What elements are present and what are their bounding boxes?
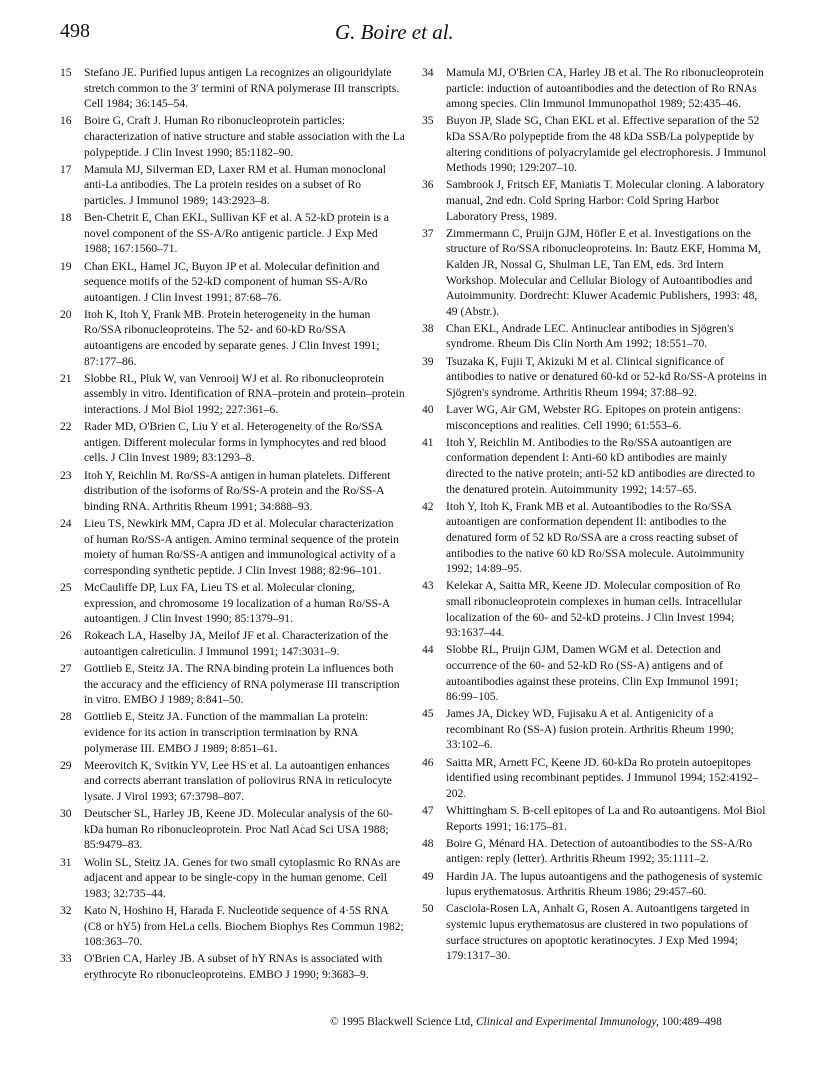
reference-number: 33 <box>60 952 72 966</box>
reference-text: Rokeach LA, Haselby JA, Meilof JF et al. Characterization of the autoantigen calreticulin. J Immunol 1991; 147:3031–9. <box>84 629 389 658</box>
reference-number: 49 <box>422 869 434 883</box>
reference-item <box>60 758 405 805</box>
page-header <box>60 20 760 50</box>
reference-number: 23 <box>60 468 72 482</box>
reference-text: Itoh K, Itoh Y, Frank MB. Protein heterogeneity in the human Ro/SSA ribonucleoproteins. The 52- and 60-kD Ro/SSA autoantigens are encoded by separate genes. J Clin Invest 1991; 87:177–86. <box>84 307 380 368</box>
reference-item <box>422 642 767 704</box>
reference-item <box>422 321 767 352</box>
reference-text: McCauliffe DP, Lux FA, Lieu TS et al. Molecular cloning, expression, and chromosome 19 localization of a human Ro/SS-A autoantigen. J Clin Invest 1990; 85:1379–91. <box>84 580 390 626</box>
reference-text: Tsuzaka K, Fujii T, Akizuki M et al. Clinical significance of antibodies to native or denatured 60-kd or 52-kd Ro/SS-A proteins in Sjögren's syndrome. Arthritis Rheum 1994; 37:88–92. <box>446 354 767 399</box>
reference-number: 44 <box>422 643 434 657</box>
reference-item <box>422 226 767 320</box>
reference-text: Chan EKL, Hamel JC, Buyon JP et al. Molecular definition and sequence motifs of the 52-kD component of human SS-A/Ro autoantigen. J Clin Invest 1991; 87:68–76. <box>84 259 380 304</box>
reference-text: Boire G, Craft J. Human Ro ribonucleoprotein particles: characterization of native structure and stable association with the La polypeptide. J Clin Invest 1990; 85:1182–90. <box>84 114 405 159</box>
reference-number: 45 <box>422 707 434 721</box>
reference-number: 47 <box>422 804 434 818</box>
reference-text: O'Brien CA, Harley JB. A subset of hY RNAs is associated with erythrocyte Ro ribonucleoproteins. EMBO J 1990; 9:3683–9. <box>84 952 383 981</box>
running-head: G. Boire et al. <box>335 20 454 44</box>
reference-text: Mamula MJ, Silverman ED, Laxer RM et al. Human monoclonal anti-La antibodies. The La protein resides on a subset of Ro particles. J Immunol 1989; 143:2923–8. <box>84 162 387 207</box>
journal-name: Clinical and Experimental Immunology, <box>475 1016 659 1028</box>
reference-text: Itoh Y, Itoh K, Frank MB et al. Autoantibodies to the Ro/SSA autoantigen are conformation dependent II: antibodies to the denatured form of 52 kD Ro/SSA are a cross reacting subset of antibodies to the native 60 kD Ro/SSA molecule. Autoimmunity 1992; 14:89–95. <box>446 499 745 576</box>
reference-number: 39 <box>422 354 434 368</box>
reference-text: Itoh Y, Reichlin M. Antibodies to the Ro/SSA autoantigen are conformation dependent I: Anti-60 kD antibodies are mainly directed to the native protein; anti-52 kD antibodies are directed to the denatured protein. Autoimmunity 1992; 14:57–65. <box>446 435 756 496</box>
reference-number: 35 <box>422 114 434 128</box>
reference-text: Boire G, Ménard HA. Detection of autoantibodies to the SS-A/Ro antigen: reply (letter). Arthritis Rheum 1992; 35:1111–2. <box>446 836 753 866</box>
reference-item <box>60 516 405 578</box>
reference-item <box>422 65 767 112</box>
reference-item <box>60 162 405 209</box>
reference-text: Gottlieb E, Steitz JA. The RNA binding protein La influences both the accuracy and the efficiency of RNA polymerase III transcription in vitro. EMBO J 1989; 8:841–50. <box>84 662 400 707</box>
reference-item <box>422 113 767 175</box>
reference-item <box>60 903 405 950</box>
reference-text: Kato N, Hoshino H, Harada F. Nucleotide sequence of 4·5S RNA (C8 or hY5) from HeLa cells. Biochem Biophys Res Commun 1982; 108:363–70. <box>84 903 404 949</box>
reference-number: 43 <box>422 579 434 593</box>
reference-text: James JA, Dickey WD, Fujisaku A et al. Antigenicity of a recombinant Ro (SS-A) fusion protein. Arthritis Rheum 1990; 33:102–6. <box>446 707 734 752</box>
reference-number: 34 <box>422 66 434 79</box>
reference-item <box>422 402 767 433</box>
reference-number: 26 <box>60 629 72 643</box>
reference-item <box>422 706 767 753</box>
reference-item <box>60 259 405 306</box>
reference-text: Zimmermann C, Pruijn GJM, Höfler E et al. Investigations on the structure of Ro/SSA ribonucleoproteins. In: Bautz EKF, Homma M, Kalden JR, Nossal G, Shulman LE, Tan EM, eds. 3rd Intern Workshop. Molecular and Cellular Biology of Autoantibodies and Autoimmunity. Dordrecht: Kluwer Academic Publishers, 1993: 48, 49 (Abstr.). <box>446 226 761 318</box>
page-number: 498 <box>60 20 90 42</box>
reference-text: Rader MD, O'Brien C, Liu Y et al. Heterogeneity of the Ro/SSA antigen. Different molecular forms in lymphocytes and red blood cells. J Clin Invest 1989; 83:1293–8. <box>84 420 387 465</box>
references-left-column <box>60 65 405 984</box>
reference-item <box>60 307 405 369</box>
reference-text: Lieu TS, Newkirk MM, Capra JD et al. Molecular characterization of human Ro/SS-A antigen. Amino terminal sequence of the protein moiety of human Ro/SS-A antigen and immunological activity of a corresponding synthetic peptide. J Clin Invest 1988; 82:96–101. <box>84 516 399 577</box>
reference-item <box>60 806 405 853</box>
reference-number: 40 <box>422 403 434 417</box>
reference-item <box>422 755 767 802</box>
reference-item <box>60 580 405 627</box>
reference-number: 50 <box>422 902 434 916</box>
reference-text: Ben-Chetrit E, Chan EKL, Sullivan KF et al. A 52-kD protein is a novel component of the SS-A/Ro antigenic particle. J Exp Med 1988; 167:1560–71. <box>84 211 389 256</box>
reference-number: 31 <box>60 855 72 869</box>
reference-text: Slobbe RL, Pluk W, van Venrooij WJ et al. Ro ribonucleoprotein assembly in vitro. Identification of RNA–protein and protein–protein interactions. J Mol Biol 1992; 227:361–6. <box>84 371 405 417</box>
reference-text: Slobbe RL, Pruijn GJM, Damen WGM et al. Detection and occurrence of the 60- and 52-kD Ro (SS-A) antigens and of autoantibodies against these proteins. Clin Exp Immunol 1991; 86:99–105. <box>446 643 739 704</box>
reference-number: 22 <box>60 420 72 434</box>
reference-text: Sambrook J, Fritsch EF, Maniatis T. Molecular cloning. A laboratory manual, 2nd edn. Cold Spring Harbor: Cold Spring Harbor Laboratory Press, 1989. <box>446 178 765 223</box>
reference-text: Buyon JP, Slade SG, Chan EKL et al. Effective separation of the 52 kDa SSA/Ro polypeptide from the 48 kDa SSB/La polypeptide by altering conditions of polyacrylamide gel electrophoresis. J Immunol Methods 1990; 129:207–10. <box>446 114 767 175</box>
reference-text: Whittingham S. B-cell epitopes of La and Ro autoantigens. Mol Biol Reports 1991; 16:175–81. <box>446 804 766 833</box>
reference-item <box>60 371 405 418</box>
reference-number: 16 <box>60 114 72 128</box>
reference-item <box>60 113 405 160</box>
reference-number: 29 <box>60 758 72 772</box>
reference-item <box>422 177 767 224</box>
reference-text: Kelekar A, Saitta MR, Keene JD. Molecular composition of Ro small ribonucleoprotein complexes in human cells. Intracellular localization of the 60- and 52-kD proteins. J Clin Invest 1994; 93:1637–44. <box>446 579 742 640</box>
reference-item <box>422 499 767 577</box>
reference-number: 46 <box>422 755 434 769</box>
reference-item <box>422 354 767 401</box>
reference-text: Hardin JA. The lupus autoantigens and the pathogenesis of systemic lupus erythematosus. Arthritis Rheum 1986; 29:457–60. <box>446 869 763 899</box>
reference-text: Mamula MJ, O'Brien CA, Harley JB et al. The Ro ribonucleoprotein particle: induction of autoantibodies and the detection of Ro RNAs among species. Clin Immunol Immunopathol 1989; 52:435–46. <box>446 66 764 111</box>
reference-item <box>60 951 405 982</box>
reference-number: 37 <box>422 226 434 240</box>
reference-number: 41 <box>422 435 434 449</box>
reference-item <box>422 901 767 963</box>
reference-text: Gottlieb E, Steitz JA. Function of the mammalian La protein: evidence for its action in transcription termination by RNA polymerase III. EMBO J 1989; 8:851–61. <box>84 710 369 755</box>
reference-number: 28 <box>60 710 72 724</box>
reference-text: Saitta MR, Arnett FC, Keene JD. 60-kDa Ro protein autoepitopes identified using recombinant peptides. J Immunol 1994; 152:4192–202. <box>446 755 759 800</box>
reference-item <box>60 661 405 708</box>
reference-number: 48 <box>422 836 434 850</box>
reference-number: 30 <box>60 807 72 821</box>
reference-item <box>60 210 405 257</box>
reference-item <box>60 628 405 659</box>
reference-text: Casciola-Rosen LA, Anhalt G, Rosen A. Autoantigens targeted in systemic lupus erythematosus are clustered in two populations of surface structures on apoptotic keratinocytes. J Exp Med 1994; 179:1317–30. <box>446 902 750 963</box>
reference-number: 21 <box>60 371 72 385</box>
reference-number: 27 <box>60 662 72 676</box>
reference-number: 42 <box>422 499 434 513</box>
reference-item <box>60 468 405 515</box>
page-footer <box>330 1016 780 1028</box>
reference-number: 17 <box>60 162 72 176</box>
reference-number: 38 <box>422 321 434 335</box>
reference-item <box>422 803 767 834</box>
reference-text: Wolin SL, Steitz JA. Genes for two small cytoplasmic Ro RNAs are adjacent and appear to be single-copy in the human genome. Cell 1983; 32:735–44. <box>84 855 401 900</box>
reference-text: Stefano JE. Purified lupus antigen La recognizes an oligouridylate stretch common to the 3′ termini of RNA polymerase III transcripts. Cell 1984; 36:145–54. <box>84 66 400 111</box>
reference-number: 24 <box>60 516 72 530</box>
reference-item <box>422 869 767 900</box>
reference-item <box>422 578 767 640</box>
reference-item <box>60 855 405 902</box>
reference-item <box>60 65 405 112</box>
reference-number: 18 <box>60 211 72 225</box>
reference-item <box>422 836 767 867</box>
reference-number: 25 <box>60 580 72 594</box>
reference-number: 36 <box>422 178 434 192</box>
copyright-notice: © 1995 Blackwell Science Ltd, <box>330 1016 474 1028</box>
reference-text: Itoh Y, Reichlin M. Ro/SS-A antigen in human platelets. Different distribution of the isoforms of Ro/SS-A protein and the Ro/SS-A binding RNA. Arthritis Rheum 1991; 34:888–93. <box>84 468 391 513</box>
reference-item <box>60 709 405 756</box>
reference-text: Deutscher SL, Harley JB, Keene JD. Molecular analysis of the 60-kDa human Ro ribonucleoprotein. Proc Natl Acad Sci USA 1988; 85:9479–83. <box>84 807 393 852</box>
journal-pages: 100:489–498 <box>661 1016 722 1028</box>
reference-text: Meerovitch K, Svitkin YV, Lee HS et al. La autoantigen enhances and corrects aberrant translation of poliovirus RNA in reticulocyte lysate. J Virol 1993; 67:3798–807. <box>84 758 392 804</box>
reference-number: 32 <box>60 903 72 917</box>
reference-text: Chan EKL, Andrade LEC. Antinuclear antibodies in Sjögren's syndrome. Rheum Dis Clin North Am 1992; 18:551–70. <box>446 321 734 351</box>
reference-item <box>422 435 767 497</box>
reference-text: Laver WG, Air GM, Webster RG. Epitopes on protein antigens: misconceptions and realities. Cell 1990; 61:553–6. <box>446 403 741 432</box>
reference-number: 20 <box>60 307 72 321</box>
reference-number: 15 <box>60 66 72 79</box>
reference-item <box>60 419 405 466</box>
reference-number: 19 <box>60 259 72 273</box>
references-right-column <box>422 65 767 965</box>
